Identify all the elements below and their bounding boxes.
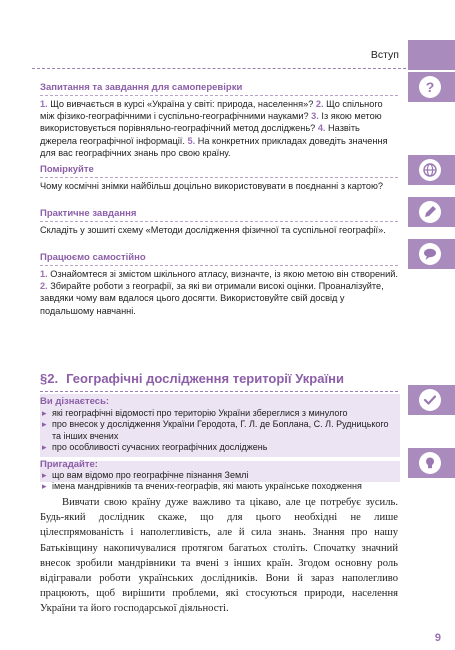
question-number: 2.	[315, 99, 324, 109]
list-item: ▸ що вам відомо про географічне пізнання Землі	[40, 470, 390, 481]
lightbulb-icon	[419, 452, 441, 474]
sidebar	[408, 0, 455, 650]
recall-heading: Пригадайте:	[40, 459, 98, 470]
think-heading: Поміркуйте	[40, 164, 94, 175]
questions-divider	[40, 95, 398, 96]
learn-list	[40, 408, 390, 454]
list-item: ▸ які географічні відомості про територію України збереглися з минулого	[40, 408, 390, 419]
questions-heading: Запитання та завдання для самоперевірки	[40, 82, 243, 93]
think-divider	[40, 177, 398, 178]
question-text: Що спільного між фізико-географічними і суспільно-географічними науками?	[40, 99, 383, 122]
speech-bubble-icon	[419, 243, 441, 265]
independent-divider	[40, 265, 398, 266]
think-text: Чому космічні знімки найбільш доцільно використовувати в поєднанні з картою?	[40, 181, 383, 191]
sidebar-tab-learn	[408, 385, 455, 415]
section-title-divider	[40, 391, 398, 392]
checkmark-icon	[419, 389, 441, 411]
question-number: 5.	[187, 135, 196, 146]
pencil-icon	[419, 201, 441, 223]
list-item: ▸ про особливості сучасних географічних досліджень	[40, 442, 390, 453]
practical-text: Складіть у зошиті схему «Методи дослідження фізичної та суспільної географії».	[40, 225, 386, 235]
task-text: Збирайте роботи з географії, за які ви отримали високі оцінки. Проаналізуйте, завдяки чому вам вдалося цього досягти. Використовуйте свій досвід у подальшому навчанні.	[40, 281, 384, 316]
header-divider	[32, 68, 406, 69]
sidebar-tab-recall	[408, 448, 455, 478]
question-text: Із якою метою використовується порівняльно-географічний метод досліджень?	[40, 111, 382, 134]
independent-heading: Працюємо самостійно	[40, 252, 146, 263]
task-number: 2.	[40, 281, 48, 292]
question-icon: ?	[419, 76, 441, 98]
section-title-text: Географічні дослідження території України	[66, 371, 344, 386]
list-item: ▸ про внесок у дослідження України Геродота, Г. Л. де Боплана, С. Л. Рудницького та інших вчених	[40, 419, 390, 442]
practical-heading: Практичне завдання	[40, 208, 137, 219]
question-text: Назвіть джерела географічної інформації.	[40, 123, 360, 146]
question-number: 1.	[40, 99, 48, 109]
recall-list	[40, 470, 390, 493]
page-number: 9	[434, 632, 441, 644]
chapter-label: Вступ	[370, 49, 399, 61]
question-number: 4.	[317, 123, 326, 134]
sidebar-tab-think	[408, 155, 455, 185]
question-text: На конкретних прикладах доведіть значення для вас географічних знань про свою країну.	[40, 135, 388, 158]
learn-heading: Ви дізнаєтесь:	[40, 396, 110, 407]
sidebar-tab-questions	[408, 72, 455, 102]
task-text: Ознайомтеся зі змістом шкільного атласу, визначте, із якою метою він створений.	[50, 269, 398, 279]
body-paragraph: Вивчати свою країну дуже важливо та цікаво, але це потребує зусиль. Будь-який дослідник скаже, що для цього необхідні не лише цілеспрямованість і наполегливість, але й сила знань. Знання про нашу Батьківщину накопичувалися протягом багатьох століть. Спочатку значний внесок зробили мандрівники та вчені з інших країн. Згодом основну роль відігравали роботи українських дослідників. Вони й зараз наполегливо працюють, щоб вирішити проблеми, які стосуються природи, населення України та його господарської діяльності.	[40, 497, 398, 615]
practical-divider	[40, 221, 398, 222]
independent-text	[40, 268, 398, 317]
questions-text	[40, 98, 398, 159]
sidebar-tab-independent	[408, 239, 455, 269]
sidebar-tab-header	[408, 40, 455, 70]
question-number: 3.	[311, 111, 319, 122]
list-item: ▸ імена мандрівників та вчених-географів, які мають українське походження	[40, 481, 390, 492]
question-text: Що вивчається в курсі «Україна у світі: природа, населення»?	[50, 99, 314, 109]
task-number: 1.	[40, 269, 48, 279]
section-number: §2.	[40, 371, 59, 386]
section-title	[40, 371, 344, 386]
globe-icon	[419, 159, 441, 181]
sidebar-tab-practical	[408, 197, 455, 227]
